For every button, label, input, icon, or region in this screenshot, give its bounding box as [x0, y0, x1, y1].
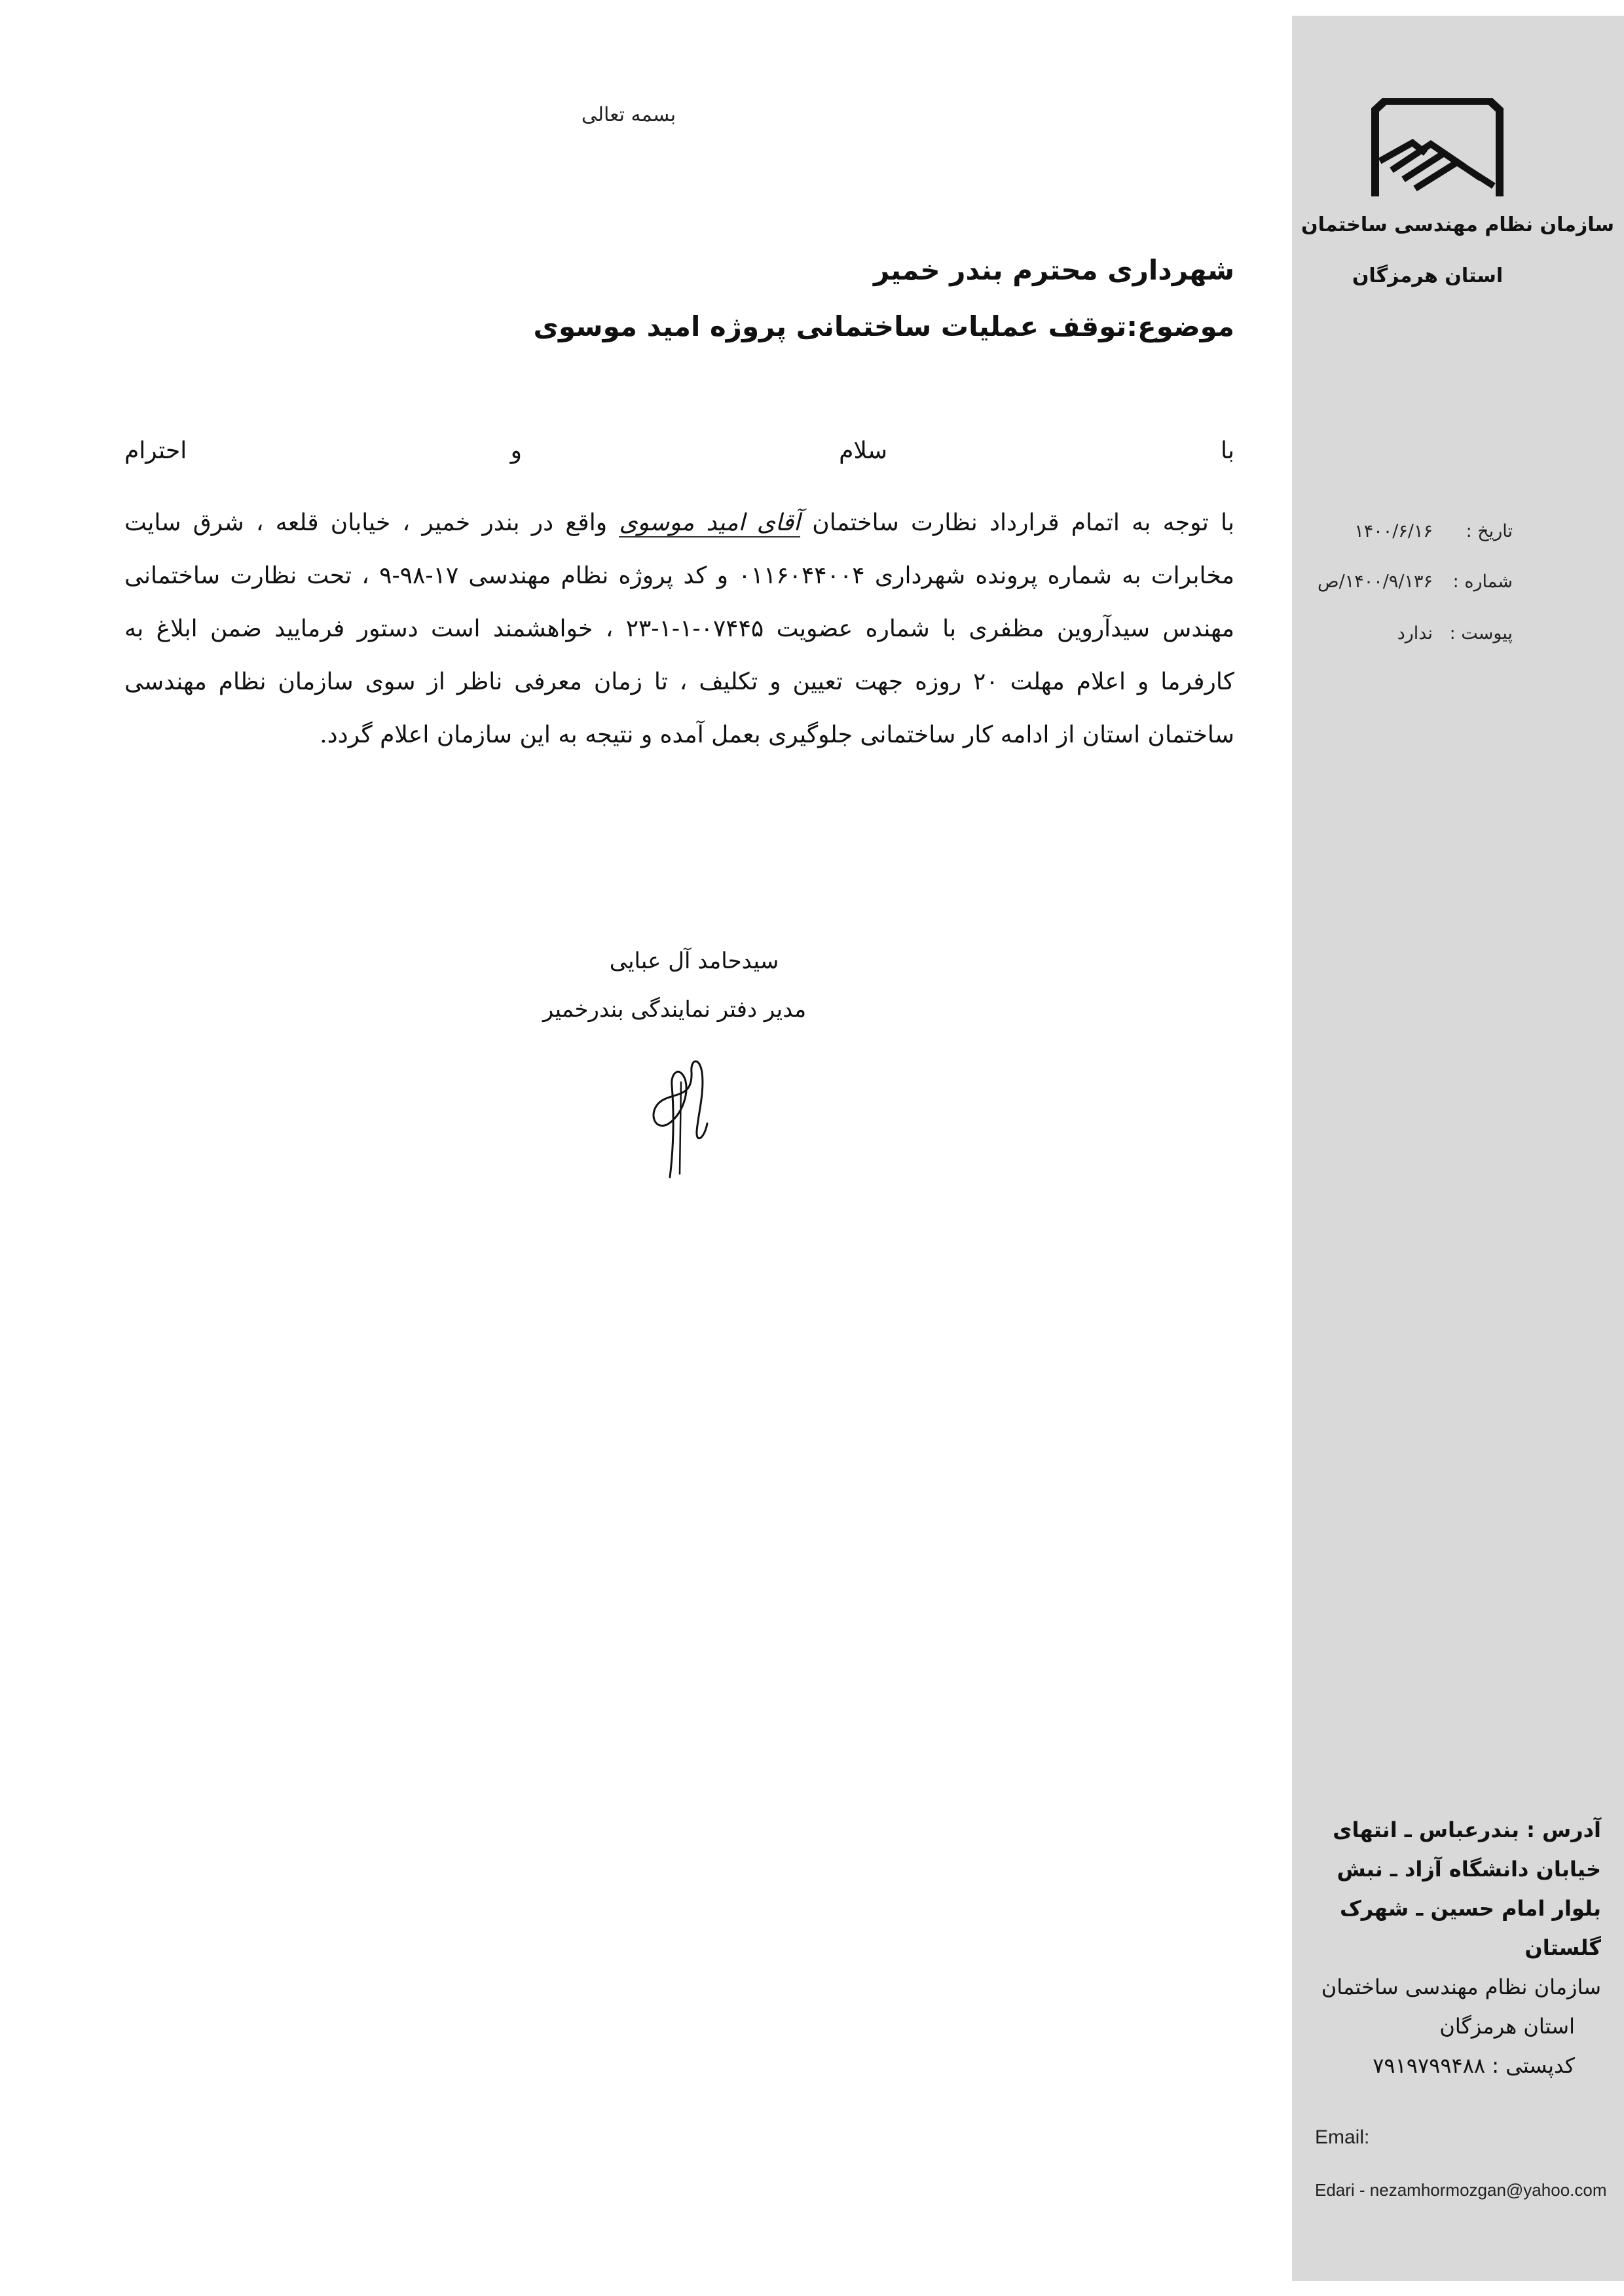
- number-row: [1303, 572, 1513, 598]
- organization-logo-icon: [1365, 98, 1509, 203]
- greeting-word: با: [1221, 437, 1234, 464]
- signature-icon: [634, 1046, 732, 1184]
- owner-name: آقای امید موسوی: [619, 509, 801, 536]
- letter-body: [124, 496, 1234, 761]
- signer-name: سیدحامد آل عبایی: [609, 948, 779, 974]
- organization-province: استان هرمزگان: [1352, 264, 1504, 287]
- greeting-word: و: [510, 437, 522, 464]
- address-line: بلوار امام حسین ـ شهرک: [1339, 1896, 1601, 1921]
- email-label: Email:: [1315, 2126, 1370, 2148]
- bismillah-heading: بسمه تعالی: [581, 103, 676, 126]
- email-value: Edari - nezamhormozgan@yahoo.com: [1315, 2180, 1607, 2200]
- address-line: گلستان: [1524, 1935, 1601, 1960]
- body-text-part: واقع در بندر خمیر ، خیابان قلعه ، شرق سایت مخابرات به شماره پرونده شهرداری ۰۱۱۶۰۴۴۰۰۴ و کد پروژه نظام مهندسی ۱۷-۹۸-۹ ، تحت نظارت ساختمانی مهندس سیدآروین مظفری با شماره عضویت ۰۷۴۴۵-۱-۱-۲۳ ، خواهشمند است دستور فرمایید ضمن ابلاغ به کارفرما و اعلام مهلت ۲۰ روزه جهت تعیین و تکلیف ، تا زمان معرفی ناظر از سوی سازمان نظام مهندسی ساختمان استان از ادامه کار ساختمانی جلوگیری بعمل آمده و نتیجه به این سازمان اعلام گردد.: [124, 509, 1235, 748]
- attachment-value: ندارد: [1397, 623, 1433, 644]
- number-label: شماره :: [1452, 572, 1513, 592]
- postal-code: کدپستی : ۷۹۱۹۷۹۹۴۸۸: [1373, 2053, 1575, 2078]
- address-block: [1313, 1810, 1601, 2085]
- date-row: [1303, 521, 1513, 547]
- greeting-word: سلام: [839, 437, 887, 464]
- body-text-part: با توجه به اتمام قرارداد نظارت ساختمان: [800, 509, 1234, 536]
- date-value: ۱۴۰۰/۶/۱۶: [1354, 521, 1433, 541]
- date-label: تاریخ :: [1466, 521, 1513, 541]
- subject-line: موضوع:توقف عملیات ساختمانی پروژه امید موسوی: [533, 310, 1234, 342]
- address-line: خیابان دانشگاه آزاد ـ نبش: [1337, 1857, 1601, 1882]
- organization-name: سازمان نظام مهندسی ساختمان: [1301, 213, 1614, 236]
- attachment-row: [1303, 623, 1513, 649]
- address-line: استان هرمزگان: [1439, 2014, 1575, 2039]
- greeting-word: احترام: [124, 437, 187, 464]
- greeting-line: [124, 437, 1234, 470]
- address-line: آدرس : بندرعباس ـ انتهای: [1333, 1817, 1601, 1842]
- number-value: ۱۴۰۰/۹/۱۳۶/ص: [1318, 572, 1433, 592]
- signer-title: مدیر دفتر نمایندگی بندرخمیر: [542, 996, 807, 1023]
- recipient-line: شهرداری محترم بندر خمیر: [873, 254, 1234, 286]
- attachment-label: پیوست :: [1449, 623, 1513, 644]
- address-line: سازمان نظام مهندسی ساختمان: [1321, 1975, 1601, 1999]
